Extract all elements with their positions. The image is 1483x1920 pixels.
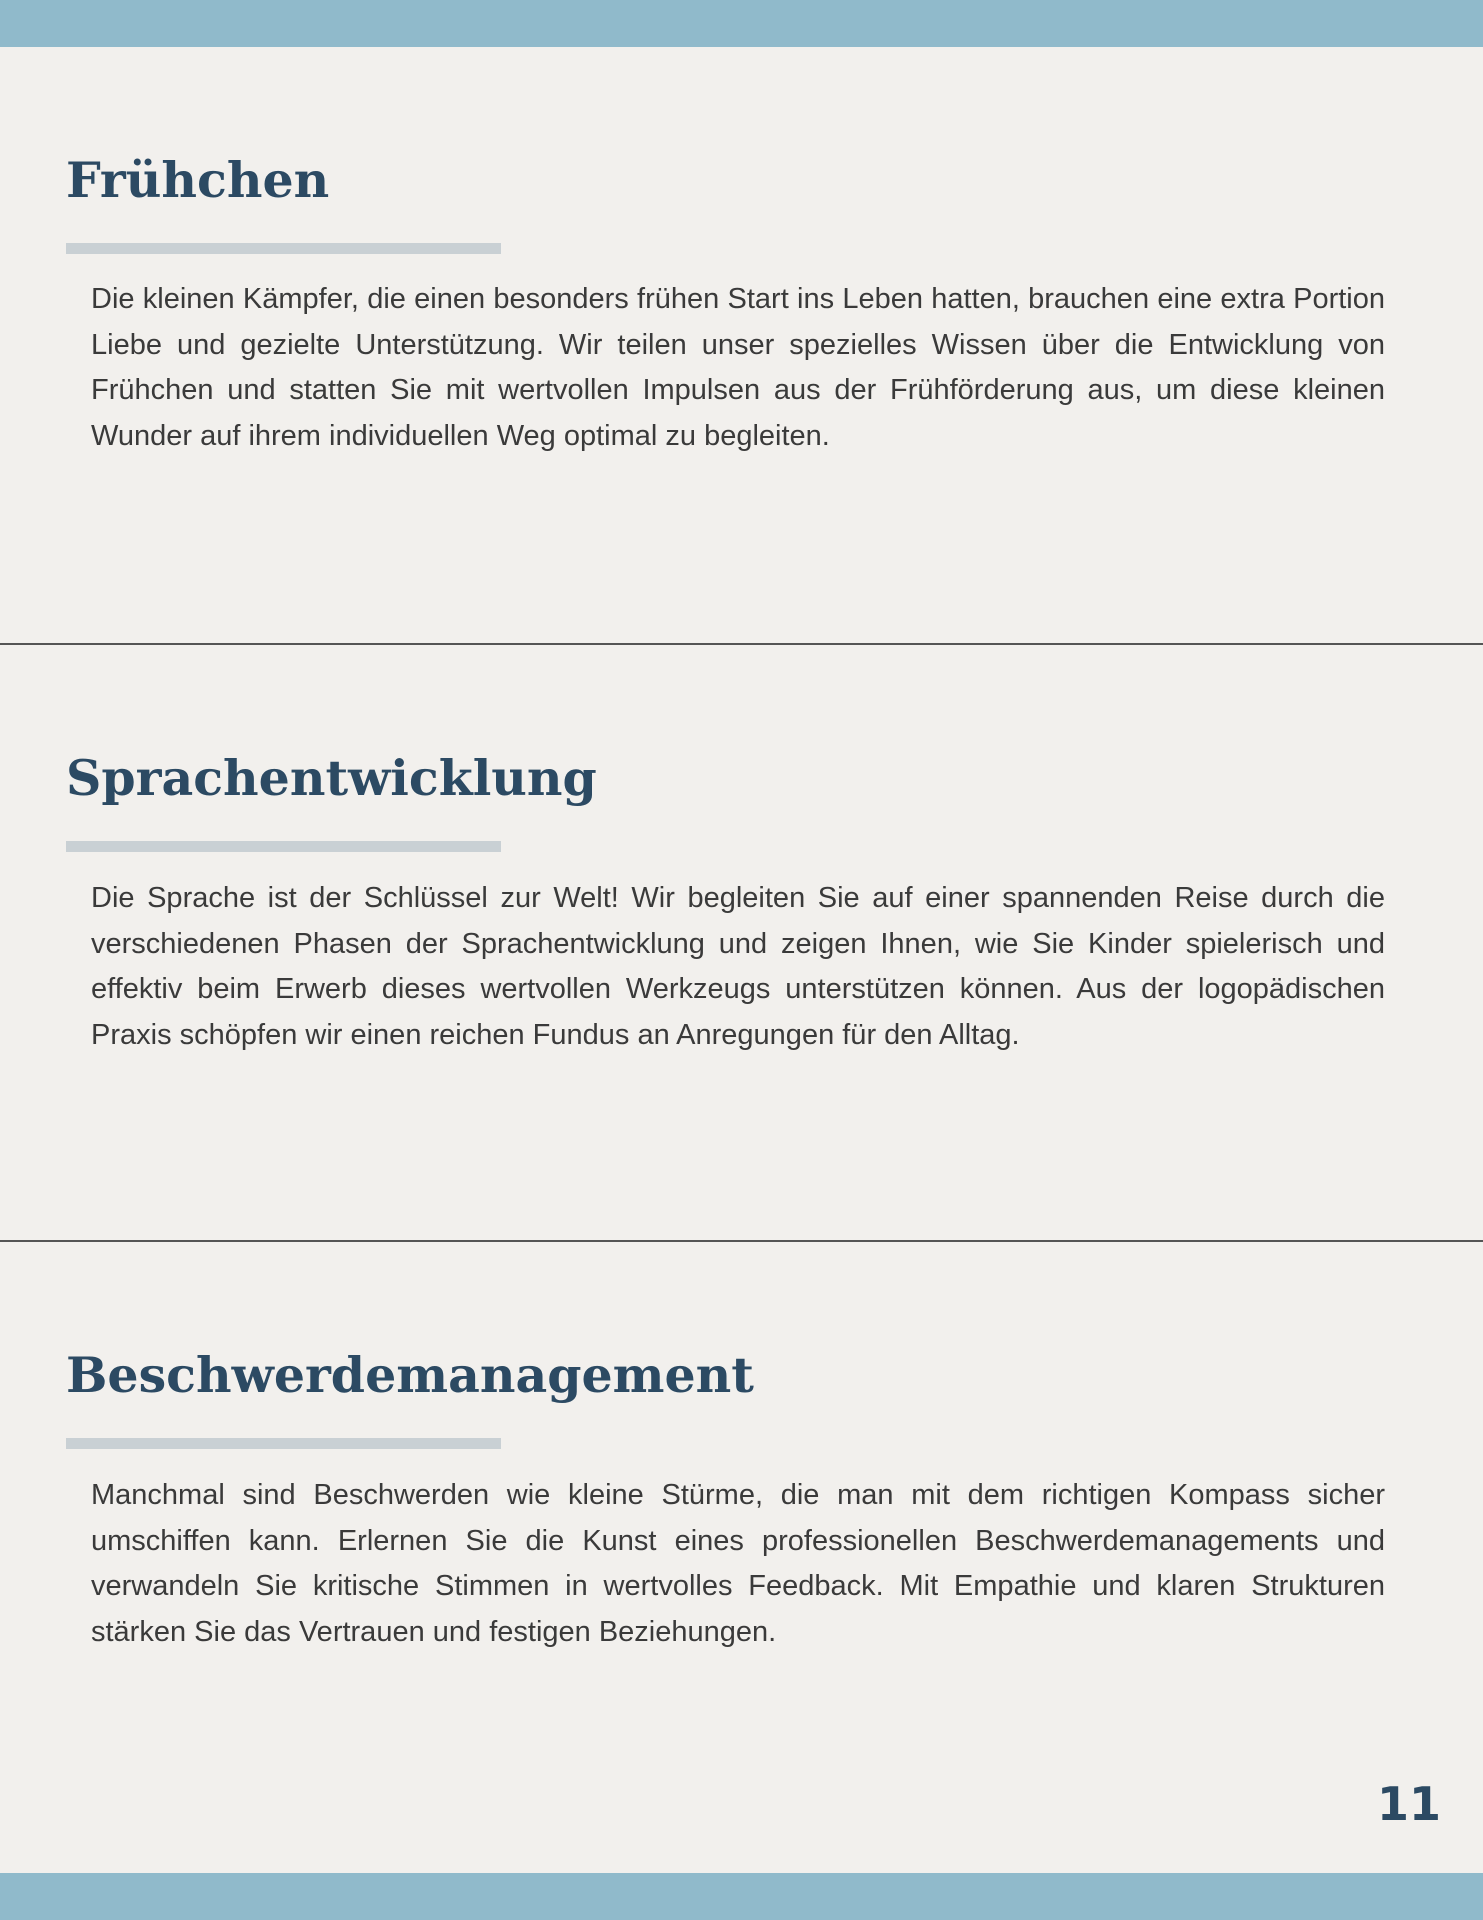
title-underline — [66, 841, 501, 852]
section-body-text: Manchmal sind Beschwerden wie kleine Stürme, die man mit dem richtigen Kompass sicher umschiffen kann. Erlernen Sie die Kunst eines professionellen Beschwerdemanagements und verwandeln Sie kritische Stimmen in wertvolles Feedback. Mit Empathie und klaren Strukturen stärken Sie das Vertrauen und festigen Beziehungen. — [91, 1479, 1385, 1648]
section-title: Beschwerdemanagement — [66, 1346, 754, 1404]
section-body-text: Die kleinen Kämpfer, die einen besonders frühen Start ins Leben hatten, brauchen eine extra Portion Liebe und gezielte Unterstützung. Wir teilen unser spezielles Wissen über die Entwicklung von Frühchen und statten Sie mit wertvollen Impulsen aus der Frühförderung aus, um diese kleinen Wunder auf ihrem individuellen Weg optimal zu begleiten. — [91, 283, 1385, 452]
section-body-text: Die Sprache ist der Schlüssel zur Welt! Wir begleiten Sie auf einer spannenden Reise durch die verschiedenen Phasen der Sprachentwicklung und zeigen Ihnen, wie Sie Kinder spielerisch und effektiv beim Erwerb dieses wertvollen Werkzeugs unterstützen können. Aus der logopädischen Praxis schöpfen wir einen reichen Fundus an Anregungen für den Alltag. — [91, 882, 1385, 1051]
section-title: Frühchen — [66, 151, 330, 209]
bottom-color-band — [0, 1873, 1483, 1920]
section-title: Sprachentwicklung — [66, 749, 597, 807]
title-underline — [66, 1438, 501, 1449]
page-number: 11 — [1376, 1777, 1441, 1831]
top-color-band — [0, 0, 1483, 47]
section-divider — [0, 643, 1483, 645]
title-underline — [66, 243, 501, 254]
section-divider — [0, 1240, 1483, 1242]
